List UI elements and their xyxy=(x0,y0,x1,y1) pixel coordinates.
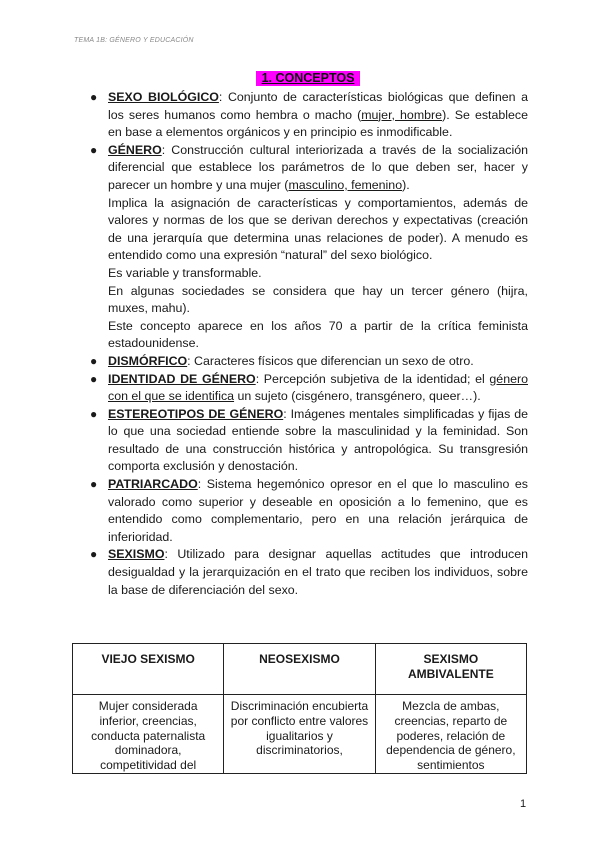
list-item: ● SEXO BIOLÓGICO: Conjunto de características biológicas que definen a los seres humanos como hembra o macho (mujer, hombre). Se establece en base a elementos orgánicos y en principio es inmodificable. xyxy=(90,90,528,140)
term-sexismo: SEXISMO xyxy=(108,547,165,562)
bullet-icon: ● xyxy=(90,371,98,386)
list-item: ● IDENTIDAD DE GÉNERO: Percepción subjetiva de la identidad; el género con el que se identifica un sujeto (cisgénero, transgénero, queer…). xyxy=(90,371,528,404)
running-header: TEMA 1B: GÉNERO Y EDUCACIÓN xyxy=(74,37,194,44)
paragraph: En algunas sociedades se considera que hay un tercer género (hijra, muxes, mahu). xyxy=(108,283,528,316)
list-item: ● PATRIARCADO: Sistema hegemónico opresor en el que lo masculino es valorado como superior y deseable en oposición a lo femenino, que es entendido como complementario, pero en una relación jerárquica de inferioridad. xyxy=(90,477,528,544)
table-cell: Discriminación encubierta por conflicto entre valores igualitarios y discriminatorios, xyxy=(224,695,375,774)
paragraph: Implica la asignación de características y comportamientos, además de valores y normas de los que se derivan derechos y expectativas (creación de una jerarquía que determina unas relaciones de poder). A menudo es entendido como una expresión “natural” del sexo biológico. xyxy=(108,195,528,263)
bullet-icon: ● xyxy=(90,547,98,562)
column-header: NEOSEXISMO xyxy=(224,644,375,695)
term-patriarcado: PATRIARCADO xyxy=(108,477,198,492)
bullet-icon: ● xyxy=(90,142,98,157)
list-item: ● DISMÓRFICO: Caracteres físicos que diferencian un sexo de otro. xyxy=(90,353,528,371)
bullet-icon: ● xyxy=(90,477,98,492)
term-genero: GÉNERO xyxy=(108,142,162,157)
paragraph: Este concepto aparece en los años 70 a partir de la crítica feminista estadounidense. xyxy=(108,318,528,351)
bullet-icon: ● xyxy=(90,406,98,421)
column-header: VIEJO SEXISMO xyxy=(73,644,224,695)
section-title: 1. CONCEPTOS xyxy=(256,71,360,86)
term-identidad-de-genero: IDENTIDAD DE GÉNERO xyxy=(108,371,256,386)
table-cell: Mezcla de ambas, creencias, reparto de poderes, relación de dependencia de género, sentimientos xyxy=(375,695,526,774)
paragraph: Es variable y transformable. xyxy=(108,265,262,280)
list-item: ● ESTEREOTIPOS DE GÉNERO: Imágenes mentales simplificadas y fijas de lo que una sociedad entiende sobre la masculinidad y la feminidad. Son resultado de una construcción histórica y antropológica. Su transgresión comporta exclusión y denostación. xyxy=(90,406,528,474)
table-header-row xyxy=(73,644,527,695)
page-number: 1 xyxy=(520,798,527,810)
column-header: SEXISMO AMBIVALENTE xyxy=(375,644,526,695)
term-estereotipos-de-genero: ESTEREOTIPOS DE GÉNERO xyxy=(108,406,284,421)
term-sexo-biologico: SEXO BIOLÓGICO xyxy=(108,90,219,104)
table-row xyxy=(73,695,527,774)
bullet-icon: ● xyxy=(90,90,98,104)
term-dismorfico: DISMÓRFICO xyxy=(108,353,188,368)
list-item: ● GÉNERO: Construcción cultural interiorizada a través de la socialización diferencial que establece los parámetros de lo que deben ser, hacer y parecer un hombre y una mujer (masculino, femenino). Implica la asignación de características y comportamientos, además de valores y normas de los que se derivan derechos y expectativas (creación de una jerarquía que determina unas relaciones de poder). A menudo es entendido como una expresión “natural” del sexo biológico. Es variable y transformable. En algunas sociedades se considera que hay un tercer género (hijra, muxes, mahu). Este concepto aparece en los años 70 a partir de la crítica feminista estadounidense. xyxy=(90,142,528,353)
sexism-comparison-table xyxy=(72,643,527,774)
list-item: ● SEXISMO: Utilizado para designar aquellas actitudes que introducen desigualdad y la jerarquización en el trato que reciben los individuos, sobre la base de diferenciación del sexo. xyxy=(90,547,528,597)
table-cell: Mujer considerada inferior, creencias, conducta paternalista dominadora, competitividad del xyxy=(73,695,224,774)
concepts-list xyxy=(90,89,528,599)
bullet-icon: ● xyxy=(90,353,98,368)
